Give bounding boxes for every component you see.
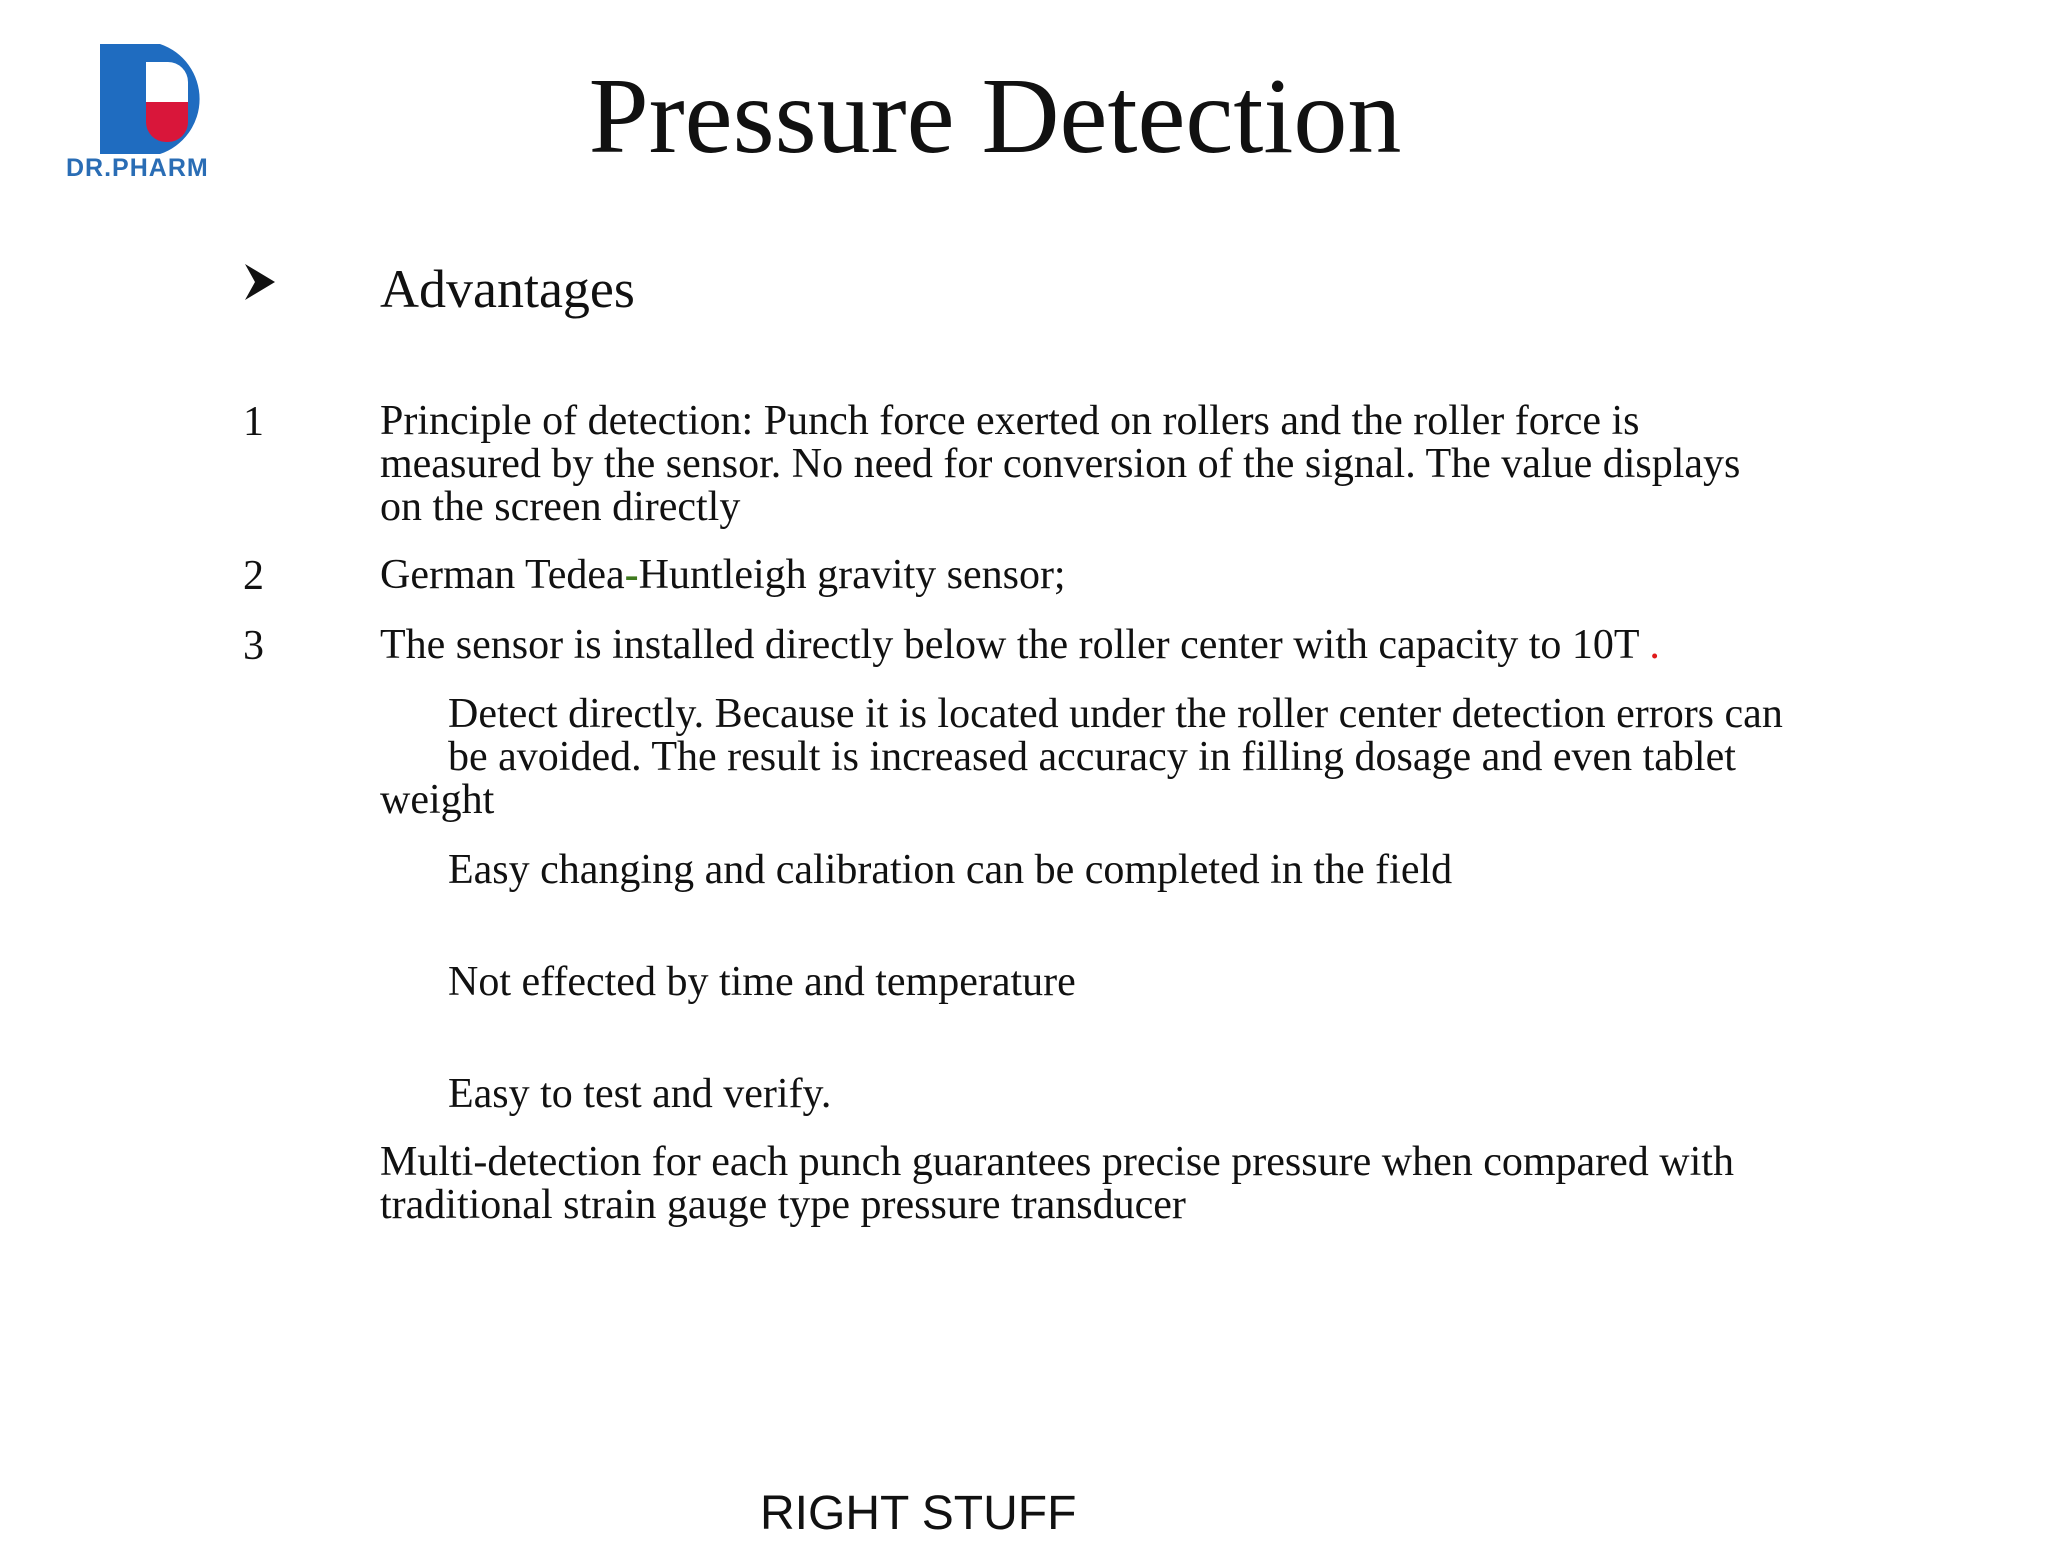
easy-changing-text: Easy changing and calibration can be completed in the field xyxy=(448,847,1453,893)
detect-line-2: be avoided. The result is increased accuracy in filling dosage and even tablet xyxy=(448,734,1736,780)
easy-test-text: Easy to test and verify. xyxy=(448,1071,832,1117)
arrowhead-bullet-icon xyxy=(243,262,277,302)
item-number-1: 1 xyxy=(243,399,264,445)
item-3-main: The sensor is installed directly below the roller center with capacity to 10T xyxy=(380,622,1639,668)
section-heading: Advantages xyxy=(380,259,635,319)
page-title: Pressure Detection xyxy=(588,57,1402,176)
item-3-text xyxy=(380,624,1660,667)
detect-line-1: Detect directly. Because it is located under the roller center detection errors can xyxy=(448,691,1783,737)
item-2-dash: - xyxy=(624,552,639,598)
logo-wordmark: DR.PHARM xyxy=(66,154,209,182)
item-1-line-2: measured by the sensor. No need for conversion of the signal. The value displays xyxy=(380,441,1741,487)
detect-line-3: weight xyxy=(380,777,495,823)
item-1-line-1: Principle of detection: Punch force exerted on rollers and the roller force is xyxy=(380,398,1640,444)
footer-caption: RIGHT STUFF xyxy=(760,1487,1077,1540)
item-1-text xyxy=(380,400,1740,529)
multi-line-1: Multi-detection for each punch guarantees precise pressure when compared with xyxy=(380,1139,1734,1185)
item-2-text xyxy=(380,554,1066,597)
item-number-2: 2 xyxy=(243,553,264,599)
item-1-line-3: on the screen directly xyxy=(380,484,741,530)
item-3-dot: . xyxy=(1649,622,1660,668)
item-2-before: German Tedea xyxy=(380,552,625,598)
multi-line-2: traditional strain gauge type pressure transducer xyxy=(380,1182,1186,1228)
not-effected-text: Not effected by time and temperature xyxy=(448,959,1076,1005)
item-number-3: 3 xyxy=(243,623,264,669)
multi-detection-text xyxy=(380,1141,1734,1227)
item-2-after: Huntleigh gravity sensor; xyxy=(638,552,1066,598)
